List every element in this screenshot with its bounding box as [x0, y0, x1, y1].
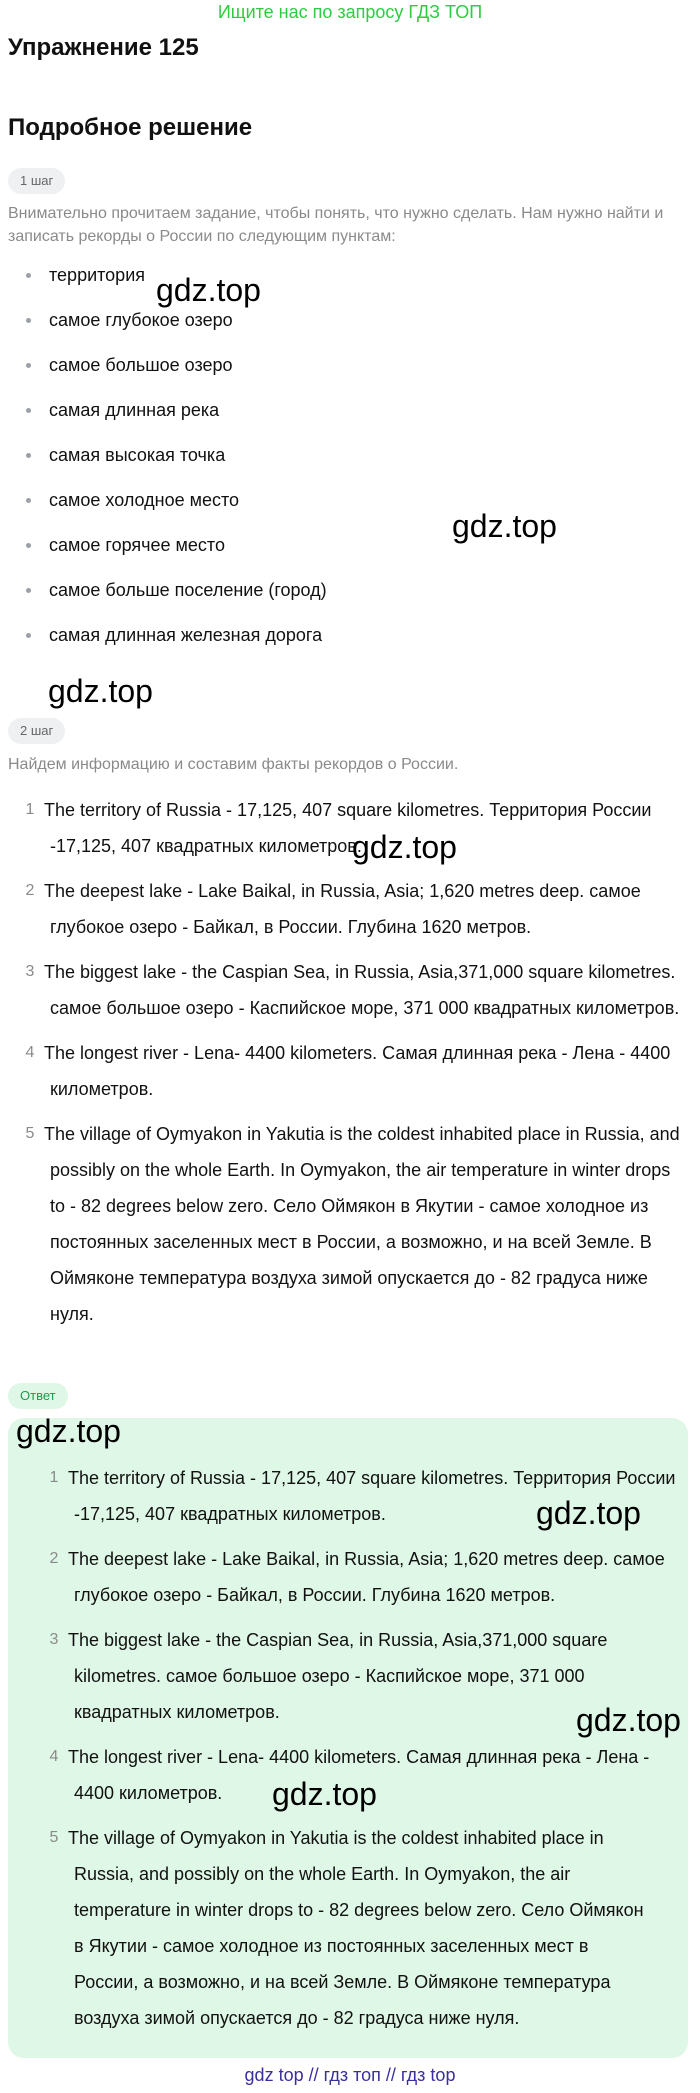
watermark: gdz.top — [536, 1495, 641, 1531]
step1-badge: 1 шаг — [8, 168, 65, 194]
watermark: gdz.top — [452, 508, 557, 544]
watermark: gdz.top — [576, 1702, 681, 1738]
page-title: Упражнение 125 — [8, 34, 199, 61]
watermark: gdz.top — [16, 1413, 121, 1449]
section-title: Подробное решение — [8, 114, 253, 141]
watermark: gdz.top — [352, 829, 457, 865]
step2-intro: Найдем информацию и составим факты рекордов о России. — [8, 756, 459, 773]
watermark: gdz.top — [48, 673, 153, 709]
answer-badge: Ответ — [8, 1383, 68, 1409]
step1-intro: Внимательно прочитаем задание, чтобы понять, что нужно сделать. Нам нужно найти и записать рекорды о России по следующим пунктам: — [8, 205, 664, 245]
watermark: gdz.top — [272, 1776, 377, 1812]
step2-badge: 2 шаг — [8, 718, 65, 744]
footer-links[interactable]: gdz top // гдз топ // гдз top — [244, 2065, 456, 2085]
watermark: gdz.top — [156, 272, 261, 308]
top-banner: Ищите нас по запросу ГДЗ ТОП — [217, 2, 483, 22]
